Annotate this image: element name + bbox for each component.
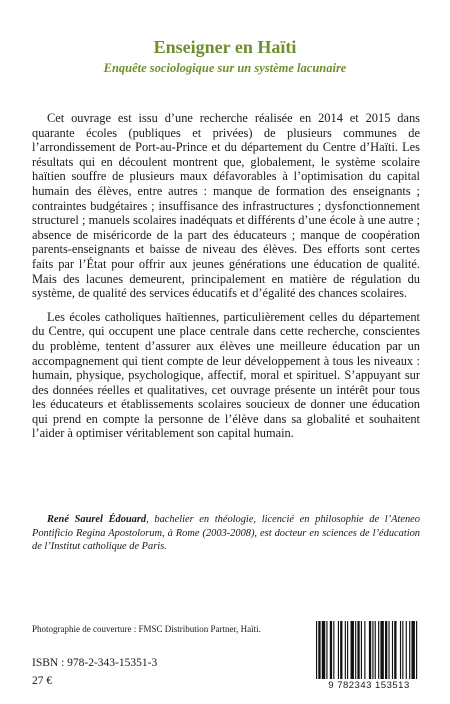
barcode-bar bbox=[400, 621, 401, 679]
summary-paragraph: Les écoles catholiques haïtiennes, particulièrement celles du département du Centre, qui occupent une place centrale dans cette recherche, conscientes du problème, tentent d’assurer aux élèves une meilleure éducation par un accompagnement qui tient compte de leur développement à tous les niveaux : humain, physique, psychologique, affectif, moral et spirituel. S’appuyant sur des données réelles et qualitatives, cet ouvrage présente un intérêt pour tous les éducateurs et établissements scolaires soucieux de donner une éducation qui prend en compte la personne de l’élève dans sa globalité et souhaitent l’aider à optimiser véritablement son capital humain. bbox=[32, 309, 420, 441]
barcode-bar bbox=[392, 621, 393, 679]
barcode-bar bbox=[364, 621, 365, 679]
barcode-bar bbox=[316, 621, 317, 679]
barcode-bar bbox=[355, 621, 356, 679]
barcode-bar bbox=[333, 621, 334, 679]
barcode-bar bbox=[326, 621, 327, 679]
barcode-bar bbox=[347, 621, 348, 679]
book-title: Enseigner en Haïti bbox=[153, 37, 297, 57]
barcode-bar bbox=[361, 621, 362, 679]
author-bio-text: , bachelier en théologie, licencié en philosophie de l’Ateneo Pontificio Regina Apostolorum, à Rome (2003-2008), est docteur en sciences de l’éducation de l’Institut catholique de Paris. bbox=[32, 514, 420, 552]
author-name: René Saurel Édouard bbox=[47, 514, 147, 525]
back-cover-summary bbox=[32, 111, 420, 450]
barcode-bar bbox=[385, 621, 387, 679]
barcode-bar bbox=[409, 621, 410, 679]
barcode-bar bbox=[372, 621, 373, 679]
barcode-bar bbox=[375, 621, 376, 679]
barcode-bar bbox=[330, 621, 332, 679]
barcode-bars bbox=[310, 619, 428, 681]
barcode-bar bbox=[338, 621, 339, 679]
author-bio bbox=[32, 513, 420, 554]
barcode-bar bbox=[406, 621, 407, 679]
barcode-bar bbox=[318, 621, 320, 679]
isbn: ISBN : 978-2-343-15351-3 bbox=[32, 657, 158, 669]
barcode-bar bbox=[380, 621, 383, 679]
barcode-bar bbox=[378, 621, 379, 679]
barcode-bar bbox=[416, 621, 417, 679]
barcode-bar bbox=[340, 621, 342, 679]
barcode-bar bbox=[411, 621, 414, 679]
barcode-bar bbox=[369, 621, 371, 679]
barcode-bar bbox=[394, 621, 396, 679]
barcode-digits: 9 782343 153513 bbox=[310, 680, 428, 691]
barcode bbox=[310, 619, 428, 691]
barcode-bar bbox=[402, 621, 403, 679]
summary-paragraph: Cet ouvrage est issu d’une recherche réalisée en 2014 et 2015 dans quarante écoles (publiques et privées) de plusieurs communes de l’arrondissement de Port-au-Prince et du département du Centre d’Haïti. Les résultats qui en découlent montrent que, globalement, le système scolaire haïtien souffre de plusieurs maux défavorables à l’optimisation du capital humain des élèves, entre autres : manque de formation des enseignants ; contraintes budgétaires ; insuffisance des infrastructures ; dysfonctionnement structurel ; manuels scolaires inadéquats et différents d’une école à une autre ; absence de miséricorde de la part des éducateurs ; manque de coopération parents-enseignants et baisse de niveau des élèves. Des efforts sont certes faits par l’État pour offrir aux jeunes générations une éducation de qualité. Mais des lacunes demeurent, principalement en matière de régulation du système, de qualité des services éducatifs et d’égalité des chances scolaires. bbox=[32, 111, 420, 301]
barcode-bar bbox=[345, 621, 346, 679]
book-subtitle: Enquête sociologique sur un système lacunaire bbox=[103, 61, 347, 75]
barcode-bar bbox=[322, 621, 325, 679]
barcode-bar bbox=[357, 621, 359, 679]
price: 27 € bbox=[32, 675, 53, 687]
barcode-bar bbox=[388, 621, 389, 679]
photo-credit: Photographie de couverture : FMSC Distribution Partner, Haïti. bbox=[32, 624, 261, 634]
barcode-bar bbox=[351, 621, 354, 679]
